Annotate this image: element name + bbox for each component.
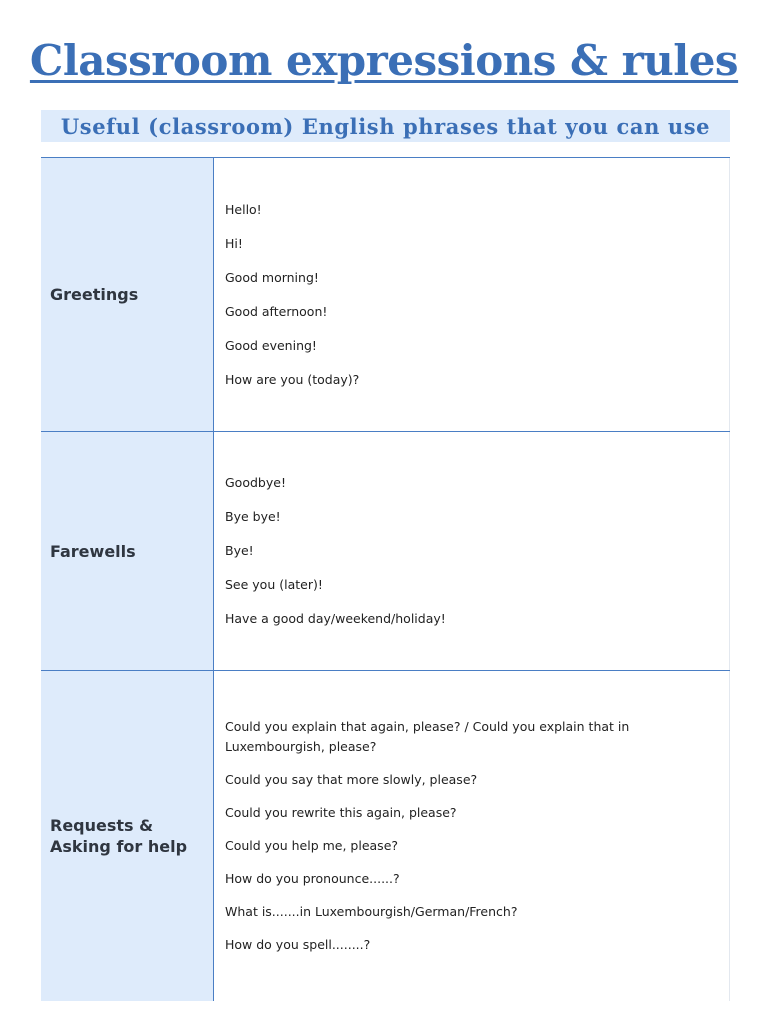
phrase-item: What is.......in Luxembourgish/German/French? bbox=[225, 904, 518, 919]
phrase-item: Bye bye! bbox=[225, 509, 281, 524]
phrase-item: Bye! bbox=[225, 543, 254, 558]
phrase-item: Good morning! bbox=[225, 269, 319, 285]
page-title: Classroom expressions & rules bbox=[29, 36, 739, 85]
phrase-item: How do you spell........? bbox=[225, 937, 371, 952]
category-cell bbox=[41, 158, 214, 431]
phrase-item: Good afternoon! bbox=[225, 303, 328, 319]
phrase-item: Hi! bbox=[225, 235, 243, 251]
table-row-requests bbox=[41, 671, 730, 1001]
phrases-cell bbox=[214, 432, 730, 670]
subtitle-banner bbox=[41, 110, 730, 142]
category-label-farewells: Farewells bbox=[50, 541, 136, 561]
phrase-item: Have a good day/weekend/holiday! bbox=[225, 611, 446, 626]
phrase-item: How do you pronounce......? bbox=[225, 871, 400, 886]
phrase-item: Goodbye! bbox=[225, 475, 286, 490]
phrase-item: Could you help me, please? bbox=[225, 838, 399, 853]
phrase-item: Good evening! bbox=[225, 337, 317, 353]
phrase-item: Hello! bbox=[225, 201, 262, 217]
phrase-item: See you (later)! bbox=[225, 577, 323, 592]
phrases-cell bbox=[214, 671, 730, 1001]
category-cell bbox=[41, 671, 214, 1001]
phrase-item: Could you explain that again, please? / Could you explain that in Luxembourgish, please? bbox=[225, 719, 630, 754]
page-subtitle: Useful (classroom) English phrases that you can use bbox=[60, 113, 711, 139]
phrase-item: How are you (today)? bbox=[225, 371, 360, 387]
phrases-cell bbox=[214, 158, 730, 431]
table-row-greetings bbox=[41, 158, 730, 432]
phrases-table bbox=[41, 157, 730, 1001]
category-label-requests: Requests & Asking for help bbox=[50, 816, 188, 856]
phrase-item: Could you rewrite this again, please? bbox=[225, 805, 457, 820]
category-cell bbox=[41, 432, 214, 670]
table-row-farewells bbox=[41, 432, 730, 671]
category-label-greetings: Greetings bbox=[50, 285, 139, 304]
phrase-item: Could you say that more slowly, please? bbox=[225, 772, 478, 787]
